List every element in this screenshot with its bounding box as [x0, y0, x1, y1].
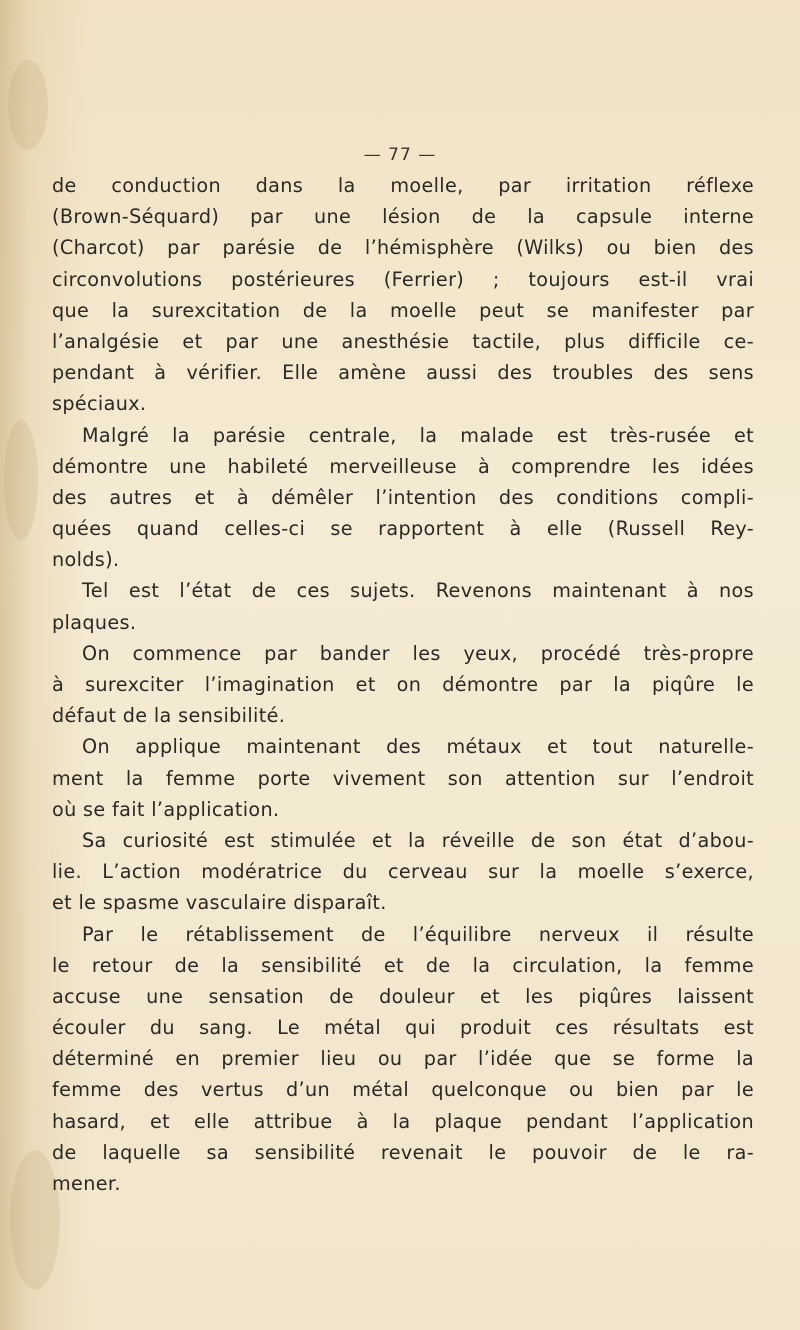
text-line: le retour de la sensibilité et de la circulation, la femme — [52, 953, 754, 977]
text-line: que la surexcitation de la moelle peut se manifester par — [52, 298, 754, 322]
text-line: à surexciter l’imagination et on démontre par la piqûre le — [52, 673, 754, 696]
text-line: pendant à vérifier. Elle amène aussi des troubles des sens — [52, 361, 754, 385]
text-line: plaques. — [52, 610, 137, 634]
text-line: ment la femme porte vivement son attention sur l’endroit — [52, 766, 754, 790]
text-line: Par le rétablissement de l’équilibre nerveux il résulte — [82, 922, 754, 946]
text-line: mener. — [52, 1172, 121, 1195]
text-line: femme des vertus d’un métal quelconque ou bien par le — [52, 1078, 754, 1102]
text-line: spéciaux. — [52, 392, 147, 416]
text-line: de conduction dans la moelle, par irritation réflexe — [52, 174, 754, 197]
text-line: lie. L’action modératrice du cerveau sur la moelle s’exerce, — [52, 860, 754, 884]
text-line: circonvolutions postérieures (Ferrier) ; toujours est-il vrai — [52, 267, 754, 291]
paper-stain — [8, 60, 48, 150]
text-line: des autres et à démêler l’intention des conditions compli- — [52, 485, 754, 509]
text-line: écouler du sang. Le métal qui produit ces résultats est — [52, 1016, 754, 1040]
text-line: déterminé en premier lieu ou par l’idée que se forme la — [52, 1047, 754, 1071]
text-line: nolds). — [52, 548, 120, 572]
body-text — [52, 170, 754, 1199]
text-line: accuse une sensation de douleur et les piqûres laissent — [52, 984, 754, 1008]
text-line: (Brown-Séquard) par une lésion de la capsule interne — [52, 205, 754, 229]
text-line: où se fait l’application. — [52, 797, 280, 821]
text-line: Tel est l’état de ces sujets. Revenons maintenant à nos — [82, 579, 754, 603]
text-line: démontre une habileté merveilleuse à comprendre les idées — [52, 454, 754, 478]
text-line: et le spasme vasculaire disparaît. — [52, 891, 387, 915]
text-line: Sa curiosité est stimulée et la réveille de son état d’abou- — [82, 828, 754, 852]
text-line: quées quand celles-ci se rapportent à elle (Russell Rey- — [52, 517, 754, 541]
text-line: de laquelle sa sensibilité revenait le pouvoir de le ra- — [52, 1140, 754, 1164]
text-line: l’analgésie et par une anesthésie tactile, plus difficile ce- — [52, 329, 754, 353]
text-line: Malgré la parésie centrale, la malade est très-rusée et — [82, 423, 754, 447]
text-line: hasard, et elle attribue à la plaque pendant l’application — [52, 1109, 754, 1133]
text-line: On applique maintenant des métaux et tout naturelle- — [82, 735, 754, 759]
paper-stain — [4, 420, 38, 540]
text-line: (Charcot) par parésie de l’hémisphère (Wilks) ou bien des — [52, 236, 754, 260]
text-line: On commence par bander les yeux, procédé très-propre — [82, 641, 754, 665]
page-number: — 77 — — [363, 145, 437, 165]
text-line: défaut de la sensibilité. — [52, 704, 286, 728]
